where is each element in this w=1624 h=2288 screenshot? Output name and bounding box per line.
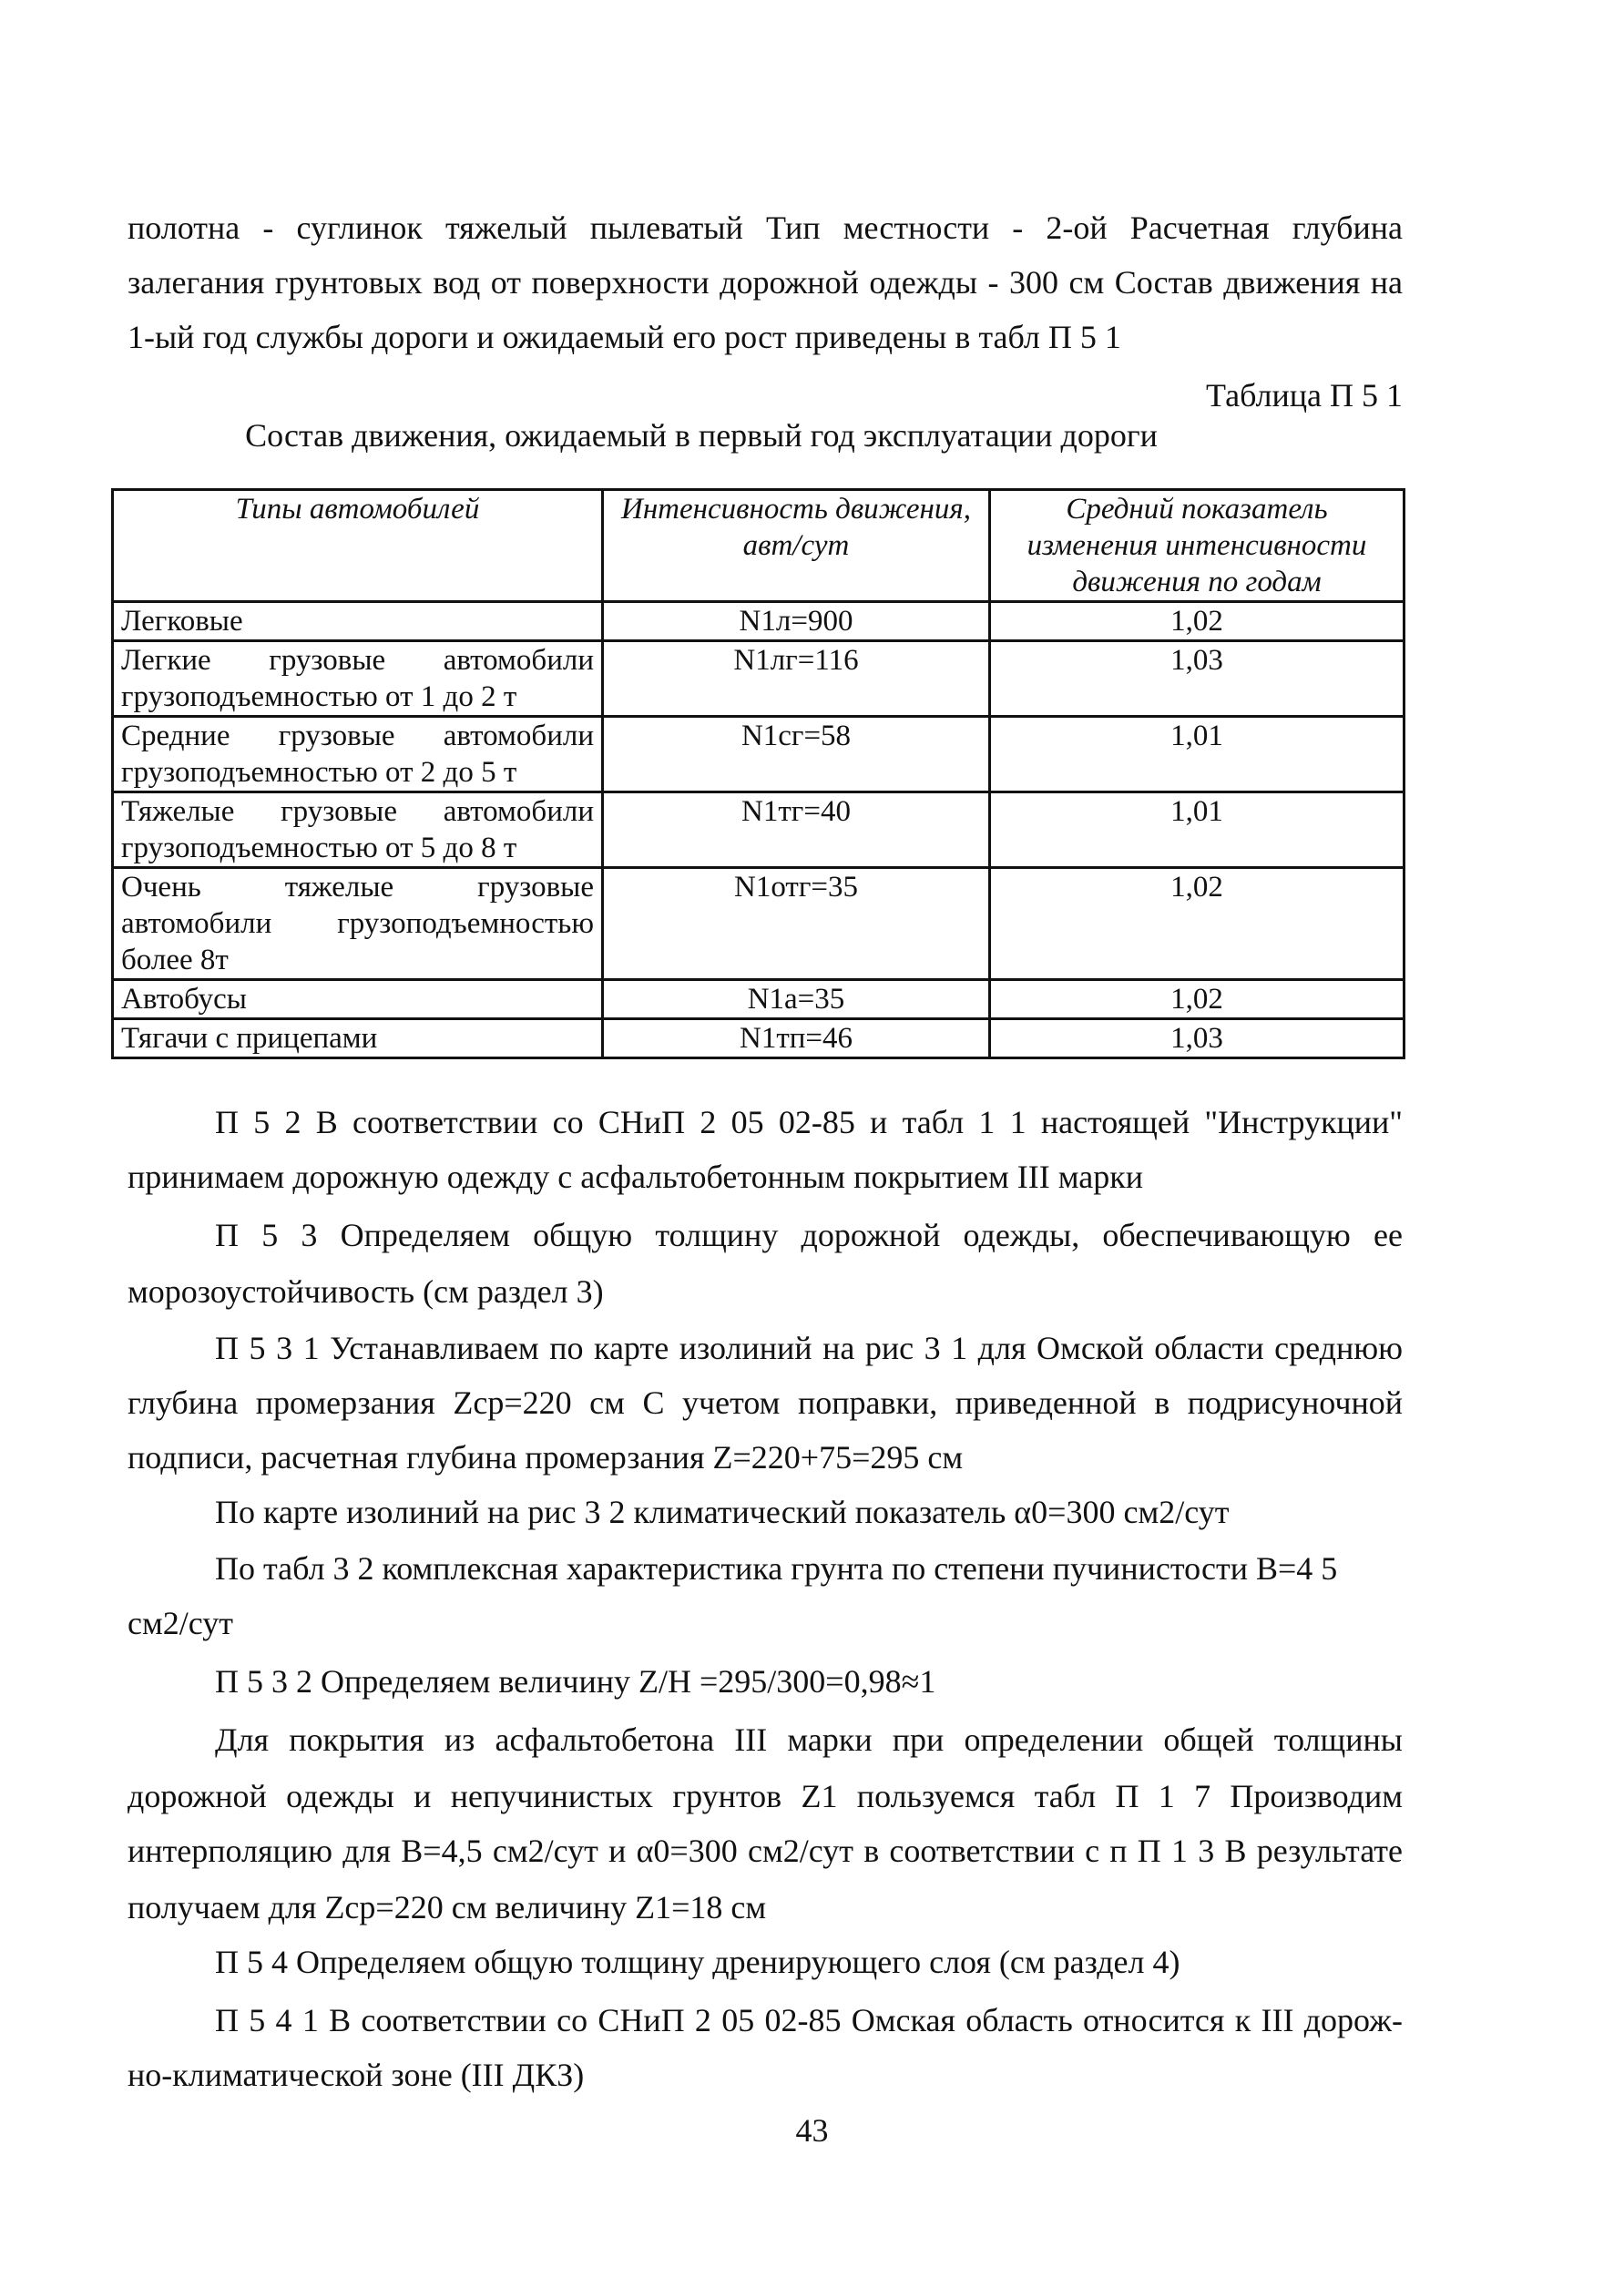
table-row	[113, 641, 1404, 717]
traffic-composition-table	[111, 488, 1405, 1059]
paragraph-line: П 5 3 Определяем общую толщину дорожной одежды, обеспечивающую ее	[215, 1217, 1403, 1253]
vehicle-type-cell: Легкие грузовые автомобили грузоподъемностью от 1 до 2 т	[113, 641, 603, 717]
vehicle-type-cell: Очень тяжелые грузовые автомобили грузоподъемностью более 8т	[113, 868, 603, 980]
paragraph-line: см2/сут	[128, 1605, 233, 1641]
paragraph-line: По табл 3 2 комплексная характеристика грунта по степени пучинистости B=4 5	[215, 1550, 1338, 1587]
intro-line: 1-ый год службы дороги и ожидаемый его рост приведены в табл П 5 1	[128, 319, 1121, 355]
paragraph-line: П 5 4 Определяем общую толщину дренирующего слоя (см раздел 4)	[215, 1944, 1180, 1980]
intro-line: залегания грунтовых вод от поверхности дорожной одежды - 300 см Состав движения на	[128, 264, 1403, 301]
intensity-cell: N1лг=116	[603, 641, 990, 717]
header-growth-factor: Средний показатель изменения интенсивности движения по годам	[990, 490, 1404, 602]
paragraph-line: По карте изолиний на рис 3 2 климатический показатель α0=300 см2/сут	[215, 1494, 1230, 1530]
table-label: Таблица П 5 1	[1206, 377, 1403, 414]
vehicle-type-cell: Легковые	[113, 602, 603, 641]
growth-factor-cell: 1,03	[990, 1019, 1404, 1058]
table-row	[113, 980, 1404, 1019]
intensity-cell: N1а=35	[603, 980, 990, 1019]
paragraph-line: Для покрытия из асфальтобетона III марки при определении общей толщины	[215, 1721, 1403, 1758]
table-title: Состав движения, ожидаемый в первый год эксплуатации дороги	[245, 417, 1158, 454]
growth-factor-cell: 1,02	[990, 868, 1404, 980]
header-intensity: Интенсивность движения, авт/сут	[603, 490, 990, 602]
paragraph-line: глубина промерзания Zср=220 см С учетом поправки, приведенной в подрисуночной	[128, 1384, 1403, 1421]
paragraph-line: П 5 3 2 Определяем величину Z/H =295/300=0,98≈1	[215, 1663, 936, 1700]
paragraph-line: дорожной одежды и непучинистых грунтов Z1 пользуемся табл П 1 7 Производим	[128, 1778, 1403, 1814]
growth-factor-cell: 1,02	[990, 980, 1404, 1019]
intensity-cell: N1отг=35	[603, 868, 990, 980]
intensity-cell: N1тп=46	[603, 1019, 990, 1058]
table-row	[113, 792, 1404, 868]
paragraph-line: интерполяцию для B=4,5 см2/сут и α0=300 см2/сут в соответствии с п П 1 3 В результате	[128, 1833, 1403, 1869]
paragraph-line: но-климатической зоне (III ДКЗ)	[128, 2057, 585, 2093]
paragraph-line: П 5 2 В соответствии со СНиП 2 05 02-85 и табл 1 1 настоящей "Инструкции"	[215, 1104, 1403, 1140]
paragraph-line: принимаем дорожную одежду с асфальтобетонным покрытием III марки	[128, 1159, 1144, 1195]
table-header-row	[113, 490, 1404, 602]
vehicle-type-cell: Автобусы	[113, 980, 603, 1019]
growth-factor-cell: 1,02	[990, 602, 1404, 641]
vehicle-type-cell: Средние грузовые автомобили грузоподъемностью от 2 до 5 т	[113, 717, 603, 792]
intensity-cell: N1л=900	[603, 602, 990, 641]
growth-factor-cell: 1,01	[990, 717, 1404, 792]
paragraph-line: морозоустойчивость (см раздел 3)	[128, 1273, 604, 1310]
header-vehicle-type: Типы автомобилей	[113, 490, 603, 602]
table-row	[113, 602, 1404, 641]
paragraph-line: П 5 3 1 Устанавливаем по карте изолиний на рис 3 1 для Омской области среднюю	[215, 1330, 1403, 1366]
vehicle-type-cell: Тяжелые грузовые автомобили грузоподъемностью от 5 до 8 т	[113, 792, 603, 868]
intensity-cell: N1тг=40	[603, 792, 990, 868]
growth-factor-cell: 1,01	[990, 792, 1404, 868]
table-row	[113, 1019, 1404, 1058]
vehicle-type-cell: Тягачи с прицепами	[113, 1019, 603, 1058]
intro-line: полотна - суглинок тяжелый пылеватый Тип местности - 2-ой Расчетная глубина	[128, 209, 1403, 246]
page-number: 43	[795, 2112, 829, 2149]
table-row	[113, 717, 1404, 792]
paragraph-line: П 5 4 1 В соответствии со СНиП 2 05 02-85 Омская область относится к III дорож-	[215, 2002, 1403, 2038]
paragraph-line: подписи, расчетная глубина промерзания Z=220+75=295 см	[128, 1439, 964, 1476]
intensity-cell: N1сг=58	[603, 717, 990, 792]
paragraph-line: получаем для Zср=220 см величину Z1=18 см	[128, 1889, 767, 1925]
table-row	[113, 868, 1404, 980]
growth-factor-cell: 1,03	[990, 641, 1404, 717]
